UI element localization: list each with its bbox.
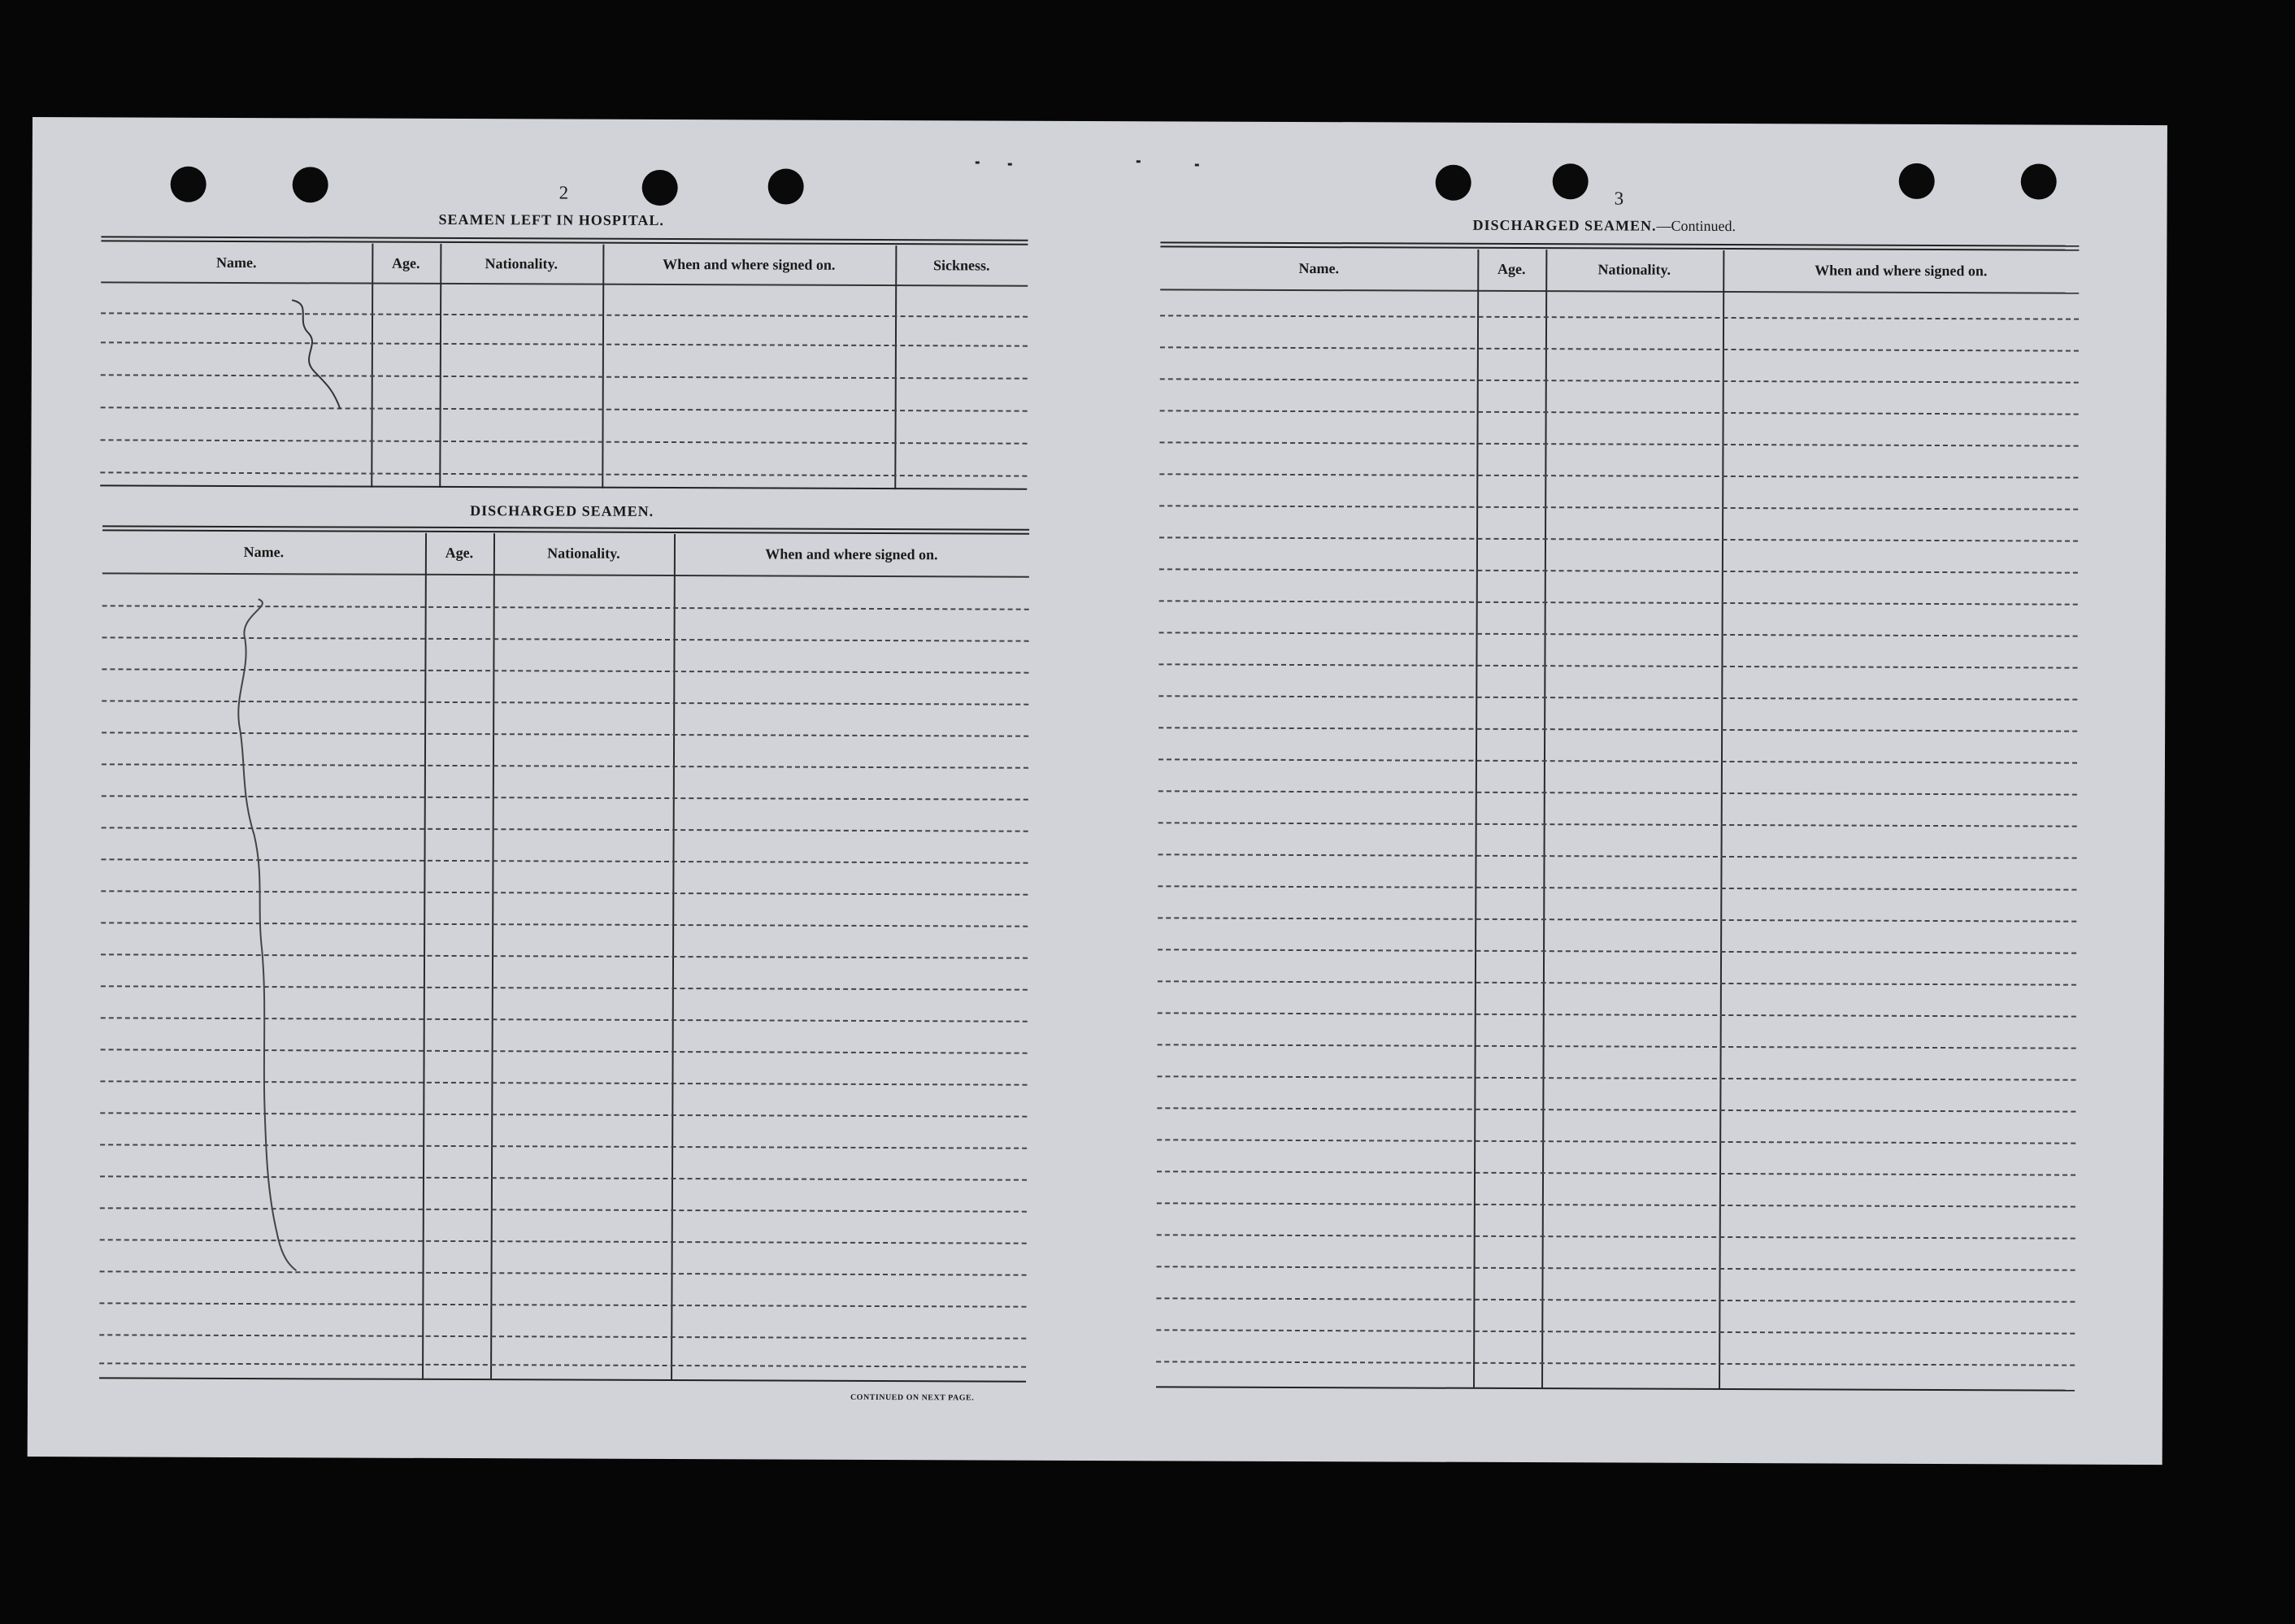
col-header-age: Age. — [1497, 260, 1526, 278]
title-text: DISCHARGED SEAMEN. — [1472, 216, 1657, 234]
entry-line — [101, 341, 1028, 346]
entry-line — [1157, 1139, 2075, 1144]
entry-line — [1160, 410, 2079, 415]
entry-line — [1159, 441, 2078, 446]
entry-line — [1158, 949, 2076, 953]
hospital-section-title: SEAMEN LEFT IN HOSPITAL. — [438, 211, 664, 228]
column-divider — [1719, 250, 1724, 1388]
column-divider — [1473, 250, 1479, 1387]
discharged-section-title: DISCHARGED SEAMEN. — [470, 502, 654, 519]
col-header-nationality: Nationality. — [547, 545, 620, 562]
entry-line — [101, 374, 1028, 379]
title-suffix: —Continued. — [1656, 217, 1736, 235]
col-header-sickness: Sickness. — [933, 257, 990, 274]
col-header-nationality: Nationality. — [1597, 261, 1671, 278]
entry-line — [1159, 600, 2078, 605]
entry-line — [1158, 853, 2077, 858]
entry-line — [1158, 790, 2077, 795]
entry-line — [99, 1334, 1026, 1339]
col-header-signed-on: When and where signed on. — [1815, 262, 1988, 280]
header-underline — [1160, 289, 2079, 293]
entry-line — [101, 312, 1028, 317]
entry-line — [100, 439, 1027, 444]
entry-line — [1160, 378, 2079, 383]
entry-line — [1159, 632, 2078, 636]
ink-speck — [1137, 160, 1141, 163]
entry-line — [1157, 1170, 2075, 1175]
discharged-continued-title — [1472, 217, 1736, 235]
table-top-rule — [101, 236, 1028, 245]
discharged-table-right — [1156, 241, 2079, 1399]
entry-line — [1158, 885, 2076, 890]
entry-line — [1157, 1234, 2075, 1239]
ledger-sheet — [28, 117, 2167, 1465]
col-header-name: Name. — [216, 254, 257, 271]
entry-line — [1156, 1297, 2075, 1302]
entry-line — [99, 1302, 1026, 1307]
pencil-mark — [276, 300, 374, 430]
col-header-signed-on: When and where signed on. — [765, 545, 938, 563]
table-top-rule — [102, 525, 1029, 534]
entry-line — [1159, 568, 2078, 573]
entry-line — [1158, 822, 2077, 827]
column-divider — [1541, 250, 1547, 1387]
punch-hole — [642, 170, 678, 206]
entry-line — [1156, 1361, 2075, 1366]
punch-hole — [1553, 163, 1589, 199]
entry-line — [1158, 1012, 2076, 1017]
page-number-right: 3 — [1614, 188, 1624, 209]
punch-hole — [1436, 165, 1471, 201]
entry-line — [1158, 727, 2077, 732]
entry-line — [100, 471, 1027, 476]
entry-line — [1160, 346, 2079, 351]
entry-line — [1159, 505, 2078, 510]
entry-line — [99, 1362, 1026, 1367]
col-header-name: Name. — [243, 544, 285, 561]
entry-line — [1158, 695, 2077, 700]
entry-line — [1158, 758, 2077, 763]
entry-line — [1158, 1044, 2076, 1049]
header-underline — [101, 281, 1028, 286]
punch-hole — [1899, 163, 1935, 199]
col-header-age: Age. — [445, 544, 474, 562]
entry-line — [1157, 1266, 2075, 1270]
entry-line — [1159, 473, 2078, 478]
ink-speck — [1008, 163, 1012, 166]
table-bottom-rule — [100, 484, 1027, 489]
punch-hole — [768, 168, 804, 204]
col-header-nationality: Nationality. — [485, 255, 559, 272]
page-number-left: 2 — [559, 182, 569, 203]
entry-line — [1157, 1107, 2075, 1112]
entry-line — [1160, 315, 2079, 319]
punch-hole — [171, 167, 206, 202]
table-bottom-rule — [1156, 1386, 2075, 1391]
entry-line — [1158, 980, 2076, 985]
punch-hole — [293, 167, 328, 202]
col-header-name: Name. — [1298, 259, 1340, 277]
column-divider — [894, 245, 897, 489]
column-divider — [602, 245, 604, 489]
continued-note: CONTINUED ON NEXT PAGE. — [850, 1392, 975, 1403]
entry-line — [1157, 1075, 2075, 1080]
header-underline — [102, 572, 1029, 577]
column-divider — [439, 244, 441, 488]
table-top-rule — [1160, 241, 2079, 250]
ink-speck — [976, 161, 980, 163]
entry-line — [1156, 1329, 2075, 1334]
punch-hole — [2021, 163, 2057, 199]
col-header-age: Age. — [392, 254, 420, 271]
entry-line — [1158, 917, 2076, 922]
entry-line — [1157, 1202, 2075, 1207]
table-bottom-rule — [99, 1377, 1026, 1382]
entry-line — [1159, 536, 2078, 541]
hospital-table — [100, 236, 1028, 491]
pencil-mark — [215, 599, 331, 1283]
ink-speck — [1195, 163, 1199, 166]
entry-line — [101, 406, 1028, 411]
col-header-signed-on: When and where signed on. — [663, 255, 836, 273]
entry-line — [1158, 663, 2077, 668]
